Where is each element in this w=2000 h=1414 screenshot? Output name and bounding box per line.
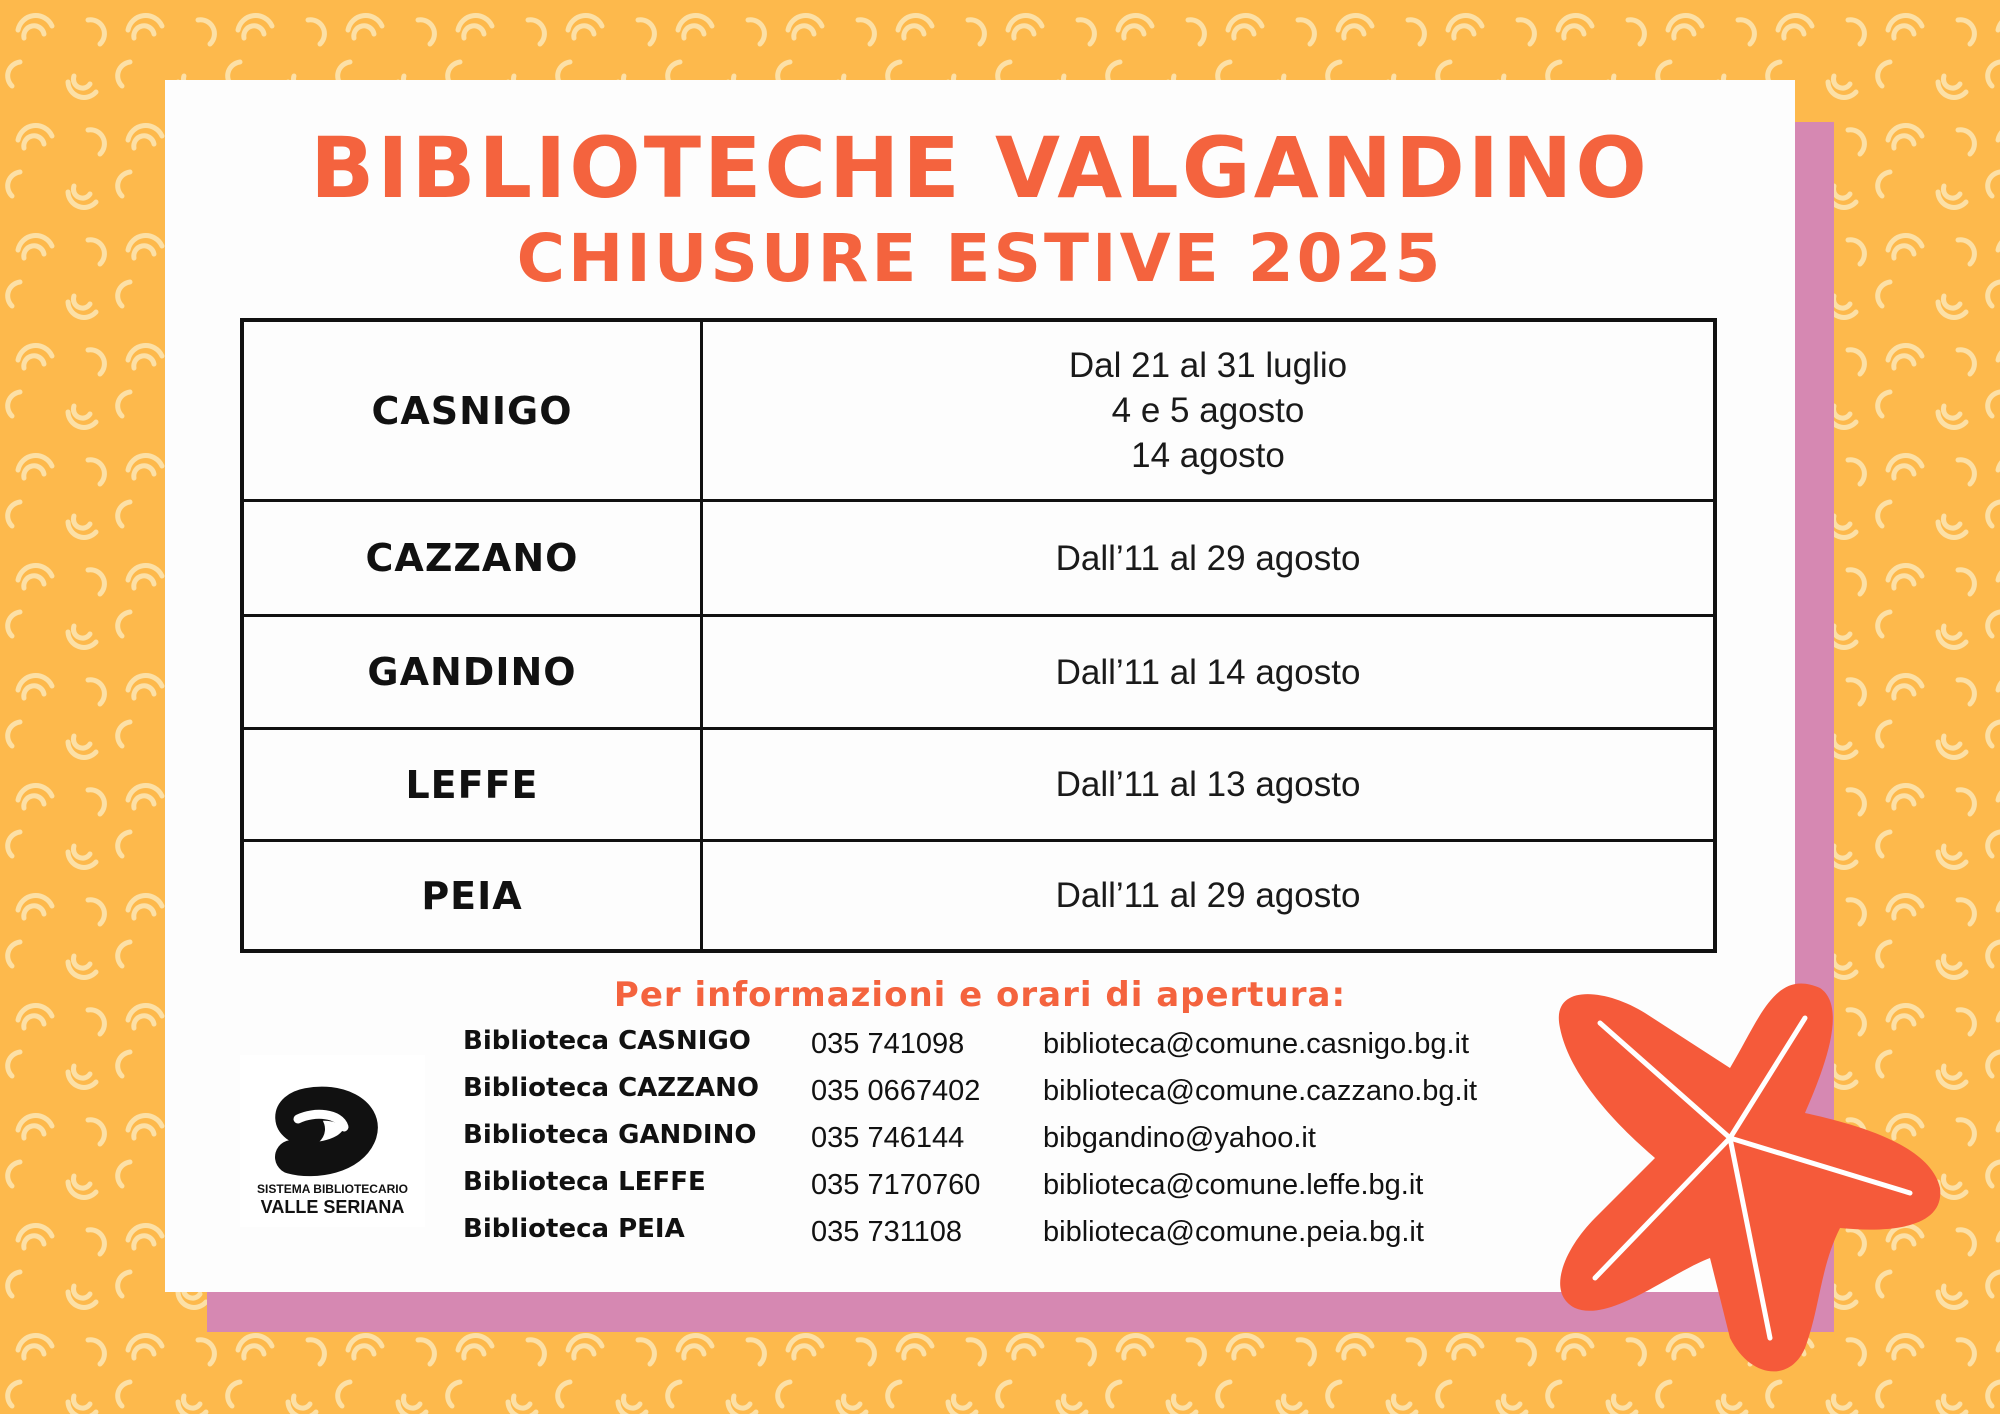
date-line: Dall’11 al 14 agosto [1055, 652, 1361, 692]
library-name: LEFFE [244, 730, 703, 839]
contact-email: biblioteca@comune.cazzano.bg.it [1043, 1075, 1478, 1107]
contact-library: Biblioteca CAZZANO [463, 1073, 759, 1103]
closure-dates [703, 730, 1713, 839]
contact-library: Biblioteca CASNIGO [463, 1026, 751, 1056]
library-name: CASNIGO [244, 322, 703, 499]
date-line: Dal 21 al 31 luglio [1068, 346, 1348, 385]
closures-table [240, 318, 1717, 953]
library-name: CAZZANO [244, 502, 703, 614]
date-line: Dall’11 al 29 agosto [1055, 876, 1361, 915]
info-heading: Per informazioni e orari di apertura: [613, 975, 1347, 1015]
table-row [244, 617, 1713, 730]
contact-phone: 035 746144 [811, 1122, 965, 1154]
contact-phone: 035 741098 [811, 1028, 965, 1060]
contact-row [463, 1167, 1563, 1207]
table-row [244, 322, 1713, 502]
table-row [244, 502, 1713, 617]
library-name: GANDINO [244, 617, 703, 727]
library-system-logo [240, 1055, 425, 1227]
starfish-icon [1520, 928, 1970, 1388]
closure-dates [703, 617, 1713, 727]
date-line: 14 agosto [1131, 436, 1285, 475]
table-row [244, 730, 1713, 842]
contact-email: biblioteca@comune.casnigo.bg.it [1043, 1028, 1470, 1060]
contact-row [463, 1073, 1563, 1113]
contact-phone: 035 731108 [811, 1216, 963, 1248]
logo-text-line2: VALLE SERIANA [260, 1197, 405, 1217]
contact-row [463, 1120, 1563, 1160]
contact-phone: 035 7170760 [811, 1169, 981, 1201]
contact-row [463, 1026, 1563, 1066]
contact-library: Biblioteca GANDINO [463, 1120, 757, 1150]
closure-dates [703, 322, 1713, 499]
contact-email: bibgandino@yahoo.it [1043, 1122, 1316, 1154]
date-line: Dall’11 al 13 agosto [1055, 765, 1361, 804]
contact-row [463, 1214, 1563, 1254]
date-line: 4 e 5 agosto [1111, 391, 1305, 430]
contact-library: Biblioteca PEIA [463, 1214, 685, 1244]
contact-library: Biblioteca LEFFE [463, 1167, 706, 1197]
contact-email: biblioteca@comune.peia.bg.it [1043, 1216, 1424, 1248]
spiral-logo-icon [248, 1061, 416, 1183]
date-line: Dall’11 al 29 agosto [1055, 538, 1361, 578]
contact-email: biblioteca@comune.leffe.bg.it [1043, 1169, 1424, 1201]
closure-dates [703, 502, 1713, 614]
table-row [244, 842, 1713, 949]
page-subtitle: CHIUSURE ESTIVE 2025 [516, 220, 1444, 297]
logo-text-line1: SISTEMA BIBLIOTECARIO [257, 1182, 408, 1196]
page-title: BIBLIOTECHE VALGANDINO [310, 119, 1650, 217]
contact-phone: 035 0667402 [811, 1075, 981, 1107]
library-name: PEIA [244, 842, 703, 949]
